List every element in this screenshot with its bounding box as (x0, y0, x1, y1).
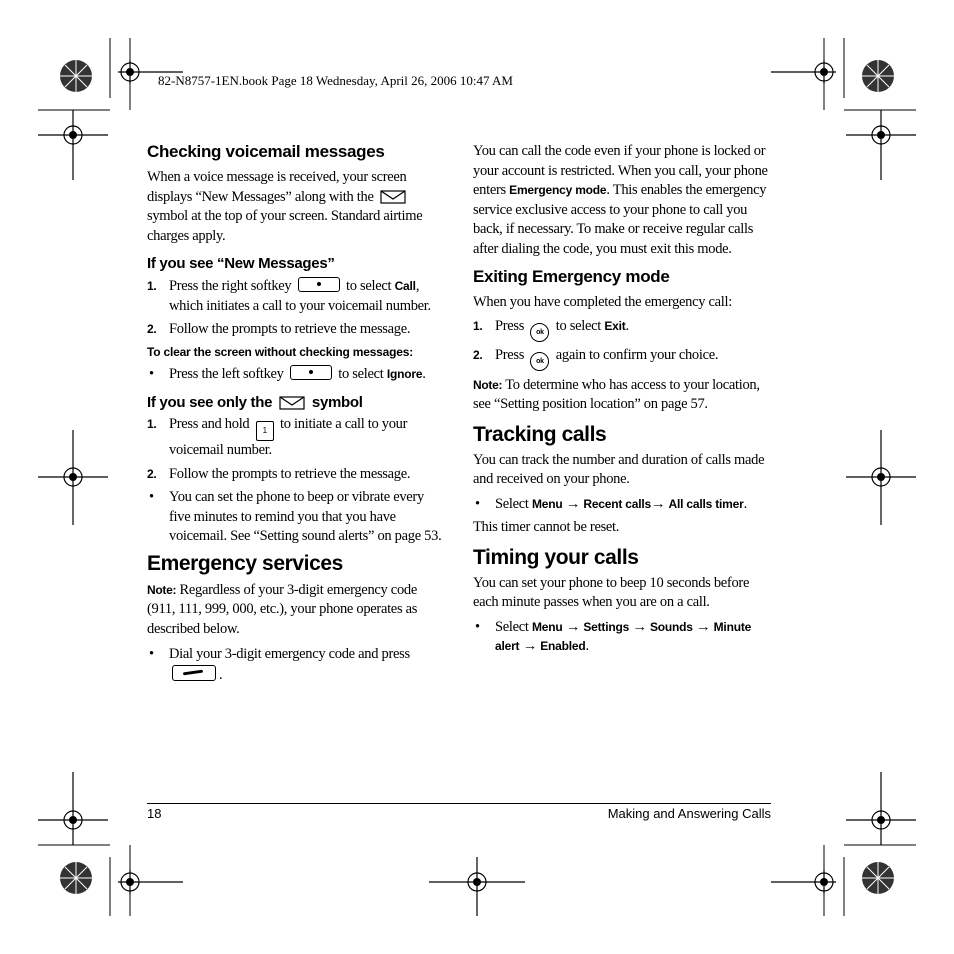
chapter-title: Making and Answering Calls (607, 806, 771, 821)
menu-path-recent-calls: Recent calls (583, 496, 651, 511)
note-paragraph (147, 581, 447, 640)
heading-text: symbol (311, 394, 363, 411)
tracking-paragraph: You can track the number and duration of calls made and received on your phone. (473, 451, 765, 487)
right-softkey-icon (298, 277, 340, 292)
step-text: to select (338, 365, 384, 382)
step-text: . (625, 317, 629, 334)
step-text: Select (495, 618, 529, 635)
step-text: to initiate a call to your voicemail number. (169, 416, 408, 458)
arrow-icon: → (565, 495, 581, 512)
paragraph-text: . This enables the emergency service exclusive access to your phone to call you back, if necessary. To make or receive regular calls after dialing the code, you must exit this mode. (473, 182, 767, 257)
bullet: • (475, 495, 480, 512)
if-only-symbol-heading (147, 394, 447, 411)
step-text: Follow the prompts to retrieve the message. (169, 465, 411, 482)
list-item (147, 277, 447, 316)
list-item (147, 320, 447, 340)
step-text: to select (555, 317, 601, 334)
step-text: to select (346, 278, 392, 294)
exiting-heading: Exiting Emergency mode (473, 267, 670, 286)
list-item (147, 465, 447, 485)
voicemail-text-2: symbol at the top of your screen. Standard airtime charges apply. (147, 208, 423, 244)
ui-label-exit: Exit (604, 318, 626, 333)
list-item (473, 346, 773, 371)
list-item (473, 317, 773, 342)
step-text: . (585, 638, 589, 654)
list-item (147, 415, 447, 461)
left-column (147, 142, 447, 685)
step-text: Press (495, 346, 525, 363)
menu-path-all-calls-timer: All calls timer (668, 496, 744, 511)
list-item (473, 618, 773, 657)
location-note (473, 376, 773, 415)
menu-path-sounds: Sounds (649, 619, 693, 634)
step-text: . (219, 666, 223, 683)
step-number: 2. (147, 466, 157, 481)
voicemail-text-1: When a voice message is received, your screen displays “New Messages” along with the (147, 169, 407, 205)
note-label: Note: (473, 377, 503, 392)
heading-text: If you see only the (147, 394, 273, 411)
step-text: . (422, 365, 426, 382)
bullet: • (475, 618, 480, 635)
ok-key-icon: ok (530, 352, 549, 371)
emergency-mode-paragraph (473, 142, 773, 259)
bullet: • (149, 489, 154, 505)
voicemail-heading: Checking voicemail messages (147, 142, 385, 161)
step-number: 1. (147, 279, 157, 293)
envelope-icon (380, 190, 406, 204)
step-text: Press the left softkey (169, 365, 284, 382)
clear-screen-heading: To clear the screen without checking messages: (147, 344, 414, 359)
bullet: • (149, 365, 154, 382)
menu-path-minute-alert: Minute alert (495, 619, 752, 653)
step-text: Dial your 3-digit emergency code and press (169, 646, 410, 662)
note-text: To determine who has access to your location, see “Setting position location” on page 57. (473, 376, 760, 412)
step-number: 2. (473, 347, 483, 362)
tracking-reset-note: This timer cannot be reset. (473, 519, 620, 535)
list-item (147, 488, 447, 547)
step-text: Follow the prompts to retrieve the message. (169, 321, 411, 337)
arrow-icon: → (522, 638, 537, 654)
ui-label-emergency-mode: Emergency mode (509, 183, 607, 197)
list-item (147, 365, 447, 385)
list-item (147, 645, 447, 685)
note-label: Note: (147, 582, 177, 597)
ui-label-ignore: Ignore (386, 366, 423, 381)
menu-path-menu: Menu (531, 496, 563, 511)
timing-paragraph: You can set your phone to beep 10 seconds before each minute passes when you are on a call. (473, 574, 750, 610)
menu-path-settings: Settings (583, 619, 630, 634)
ui-label-call: Call (394, 279, 416, 293)
timing-heading: Timing your calls (473, 545, 639, 569)
menu-path-menu: Menu (531, 619, 563, 634)
tracking-heading: Tracking calls (473, 422, 607, 446)
step-number: 1. (473, 318, 483, 333)
menu-path-enabled: Enabled (540, 639, 586, 653)
if-new-messages-heading: If you see “New Messages” (147, 255, 335, 272)
arrow-icon: → (632, 618, 647, 635)
step-number: 1. (147, 417, 157, 431)
right-column (473, 142, 773, 657)
envelope-icon (279, 396, 305, 410)
step-text: , which initiates a call to your voicemail number. (169, 278, 431, 314)
step-text: Press the right softkey (169, 278, 292, 294)
step-number: 2. (147, 322, 157, 336)
step-text: You can set the phone to beep or vibrate every five minutes to remind you that you have voicemail. See “Setting sound alerts” on page 53. (169, 489, 442, 544)
list-item (473, 495, 773, 515)
voicemail-paragraph (147, 168, 447, 246)
paragraph-text: You can call the code even if your phone is locked or your account is restricted. When you call, your phone enters (473, 143, 768, 198)
ok-key-icon: ok (530, 323, 549, 342)
arrow-icon: → (651, 495, 666, 512)
arrow-icon: → (696, 618, 711, 635)
step-text: again to confirm your choice. (555, 346, 719, 363)
step-text: Select (495, 495, 529, 512)
left-softkey-icon (290, 365, 332, 380)
note-text: Regardless of your 3-digit emergency code (911, 111, 999, 000, etc.), your phone operates as described below. (147, 581, 418, 637)
exit-intro: When you have completed the emergency call: (473, 294, 732, 310)
step-text: . (743, 495, 747, 512)
book-header: 82-N8757-1EN.book Page 18 Wednesday, April 26, 2006 10:47 AM (158, 73, 513, 88)
page-number: 18 (147, 806, 162, 821)
step-text: Press and hold (169, 416, 250, 432)
one-key-icon: 1 (256, 421, 274, 441)
step-text: Press (495, 317, 525, 334)
arrow-icon: → (565, 618, 581, 635)
bullet: • (149, 646, 154, 662)
emergency-heading: Emergency services (147, 551, 343, 575)
send-key-icon (172, 665, 216, 681)
footer-rule (147, 803, 771, 804)
